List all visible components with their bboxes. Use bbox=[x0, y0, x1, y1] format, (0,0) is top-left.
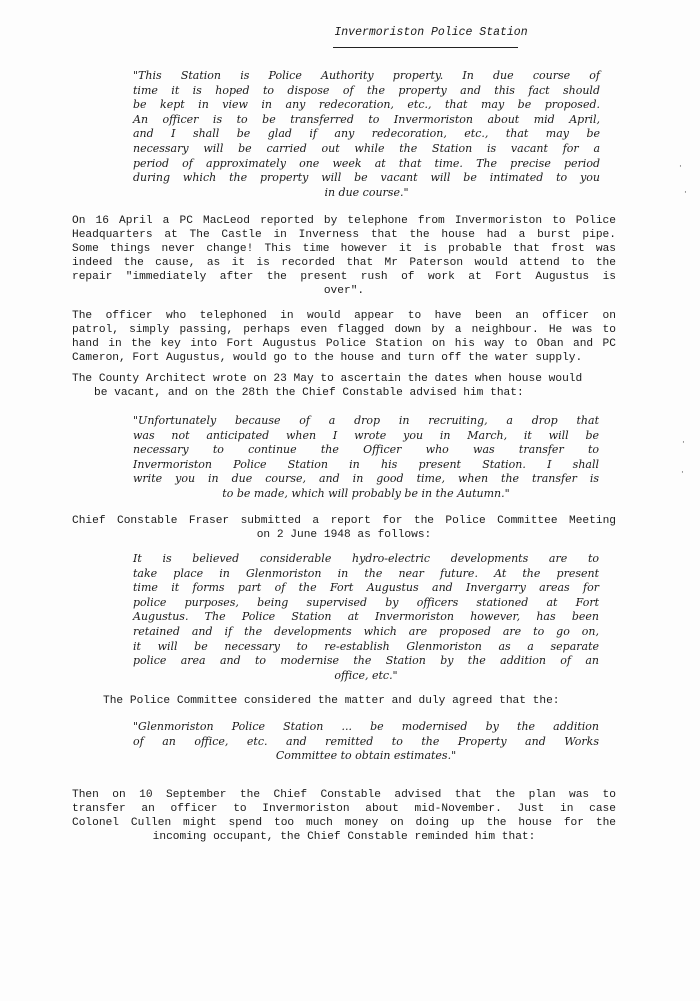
quote-line: necessary will be carried out while the Station is vacant for a bbox=[133, 141, 600, 155]
quote-line: "Unfortunately because of a drop in recruiting, a drop that bbox=[133, 414, 599, 427]
quote-line: write you in due course, and in good time, when the transfer is bbox=[133, 472, 599, 486]
quote-line: in due course." bbox=[324, 185, 409, 199]
quote-block-modernised bbox=[133, 720, 599, 764]
paragraph-line: incoming occupant, the Chief Constable reminded him that: bbox=[152, 831, 536, 844]
quote-line: it will be necessary to re-establish Glenmoriston as a separate bbox=[133, 639, 599, 653]
paragraph-line: The officer who telephoned in would appear to have been an officer on bbox=[72, 310, 616, 322]
quote-line: be kept in view in any redecoration, etc., that may be proposed. bbox=[133, 98, 600, 112]
paragraph-county-architect bbox=[72, 372, 616, 400]
paragraph-committee-agreed bbox=[103, 694, 583, 708]
scan-speck: · bbox=[681, 468, 684, 478]
paragraph-line: over". bbox=[323, 285, 365, 298]
quote-line: take place in Glenmoriston in the near future. At the present bbox=[133, 566, 599, 580]
paragraph-chief-constable-report bbox=[72, 514, 616, 542]
quote-line: Committee to obtain estimates." bbox=[275, 749, 457, 763]
paragraph-line: indeed the cause, as it is recorded that Mr Paterson would attend to the bbox=[72, 257, 616, 270]
header-underline bbox=[333, 47, 518, 48]
scan-speck: · bbox=[684, 188, 687, 198]
page-header-title: Invermoriston Police Station bbox=[334, 26, 528, 39]
quote-line: police purposes, being supervised by officers stationed at Fort bbox=[133, 595, 599, 609]
paragraph-line: Colonel Cullen might spend too much money on doing up the house for the bbox=[72, 817, 616, 830]
quote-line: during which the property will be vacant will be intimated to you bbox=[133, 171, 600, 185]
paragraph-line: patrol, simply passing, perhaps even flagged down by a neighbour. He was to bbox=[72, 324, 616, 337]
quote-line: police area and to modernise the Station by the addition of an bbox=[133, 654, 599, 668]
quote-line: Augustus. The Police Station at Invermoriston however, has been bbox=[133, 610, 599, 624]
paragraph-line: Cameron, Fort Augustus, would go to the house and turn off the water supply. bbox=[72, 352, 583, 365]
quote-block-recruiting bbox=[133, 414, 599, 502]
paragraph-line: on 2 June 1948 as follows: bbox=[256, 529, 432, 542]
quote-line: necessary to continue the Officer who was transfer to bbox=[133, 443, 599, 457]
quote-line: It is believed considerable hydro-electric developments are to bbox=[133, 552, 599, 565]
scan-speck: · bbox=[682, 438, 685, 448]
paragraph-line: hand in the key into Fort Augustus Police Station on his way to Oban and PC bbox=[72, 338, 616, 351]
paragraph-officer-patrol bbox=[72, 309, 616, 365]
quote-line: "This Station is Police Authority property. In due course of bbox=[133, 69, 600, 82]
quote-block-hydro-electric bbox=[133, 552, 599, 683]
quote-block-station-property bbox=[133, 69, 600, 200]
paragraph-line: Then on 10 September the Chief Constable advised that the plan was to bbox=[72, 789, 616, 801]
quote-line: "Glenmoriston Police Station ... be modernised by the addition bbox=[133, 720, 599, 733]
paragraph-line: transfer an officer to Invermoriston about mid-November. Just in case bbox=[72, 803, 616, 816]
paragraph-burst-pipe bbox=[72, 214, 616, 299]
paragraph-line: The County Architect wrote on 23 May to ascertain the dates when house would bbox=[72, 373, 583, 385]
quote-line: and I shall be glad if any redecoration, etc., that may be bbox=[133, 127, 600, 141]
paragraph-line: be vacant, and on the 28th the Chief Constable advised him that: bbox=[94, 387, 524, 400]
paragraph-line: Headquarters at The Castle in Inverness that the house had a burst pipe. bbox=[72, 229, 616, 242]
quote-line: Invermoriston Police Station in his present Station. I shall bbox=[133, 457, 599, 471]
quote-line: period of approximately one week at that time. The precise period bbox=[133, 156, 600, 170]
paragraph-line: repair "immediately after the present rush of work at Fort Augustus is bbox=[72, 271, 616, 284]
quote-line: was not anticipated when I wrote you in March, it will be bbox=[133, 428, 599, 442]
quote-line: time it is hoped to dispose of the property and this fact should bbox=[133, 83, 600, 97]
quote-line: to be made, which will probably be in the Autumn." bbox=[222, 486, 510, 500]
paragraph-line: Some things never change! This time however it is probable that frost was bbox=[72, 243, 616, 256]
quote-line: retained and if the developments which are proposed are to go on, bbox=[133, 624, 599, 638]
paragraph-line: On 16 April a PC MacLeod reported by telephone from Invermoriston to Police bbox=[72, 215, 616, 227]
quote-line: office, etc." bbox=[334, 668, 398, 682]
quote-line: time it forms part of the Fort Augustus and Invergarry areas for bbox=[133, 581, 599, 595]
scan-speck: · bbox=[679, 162, 682, 172]
paragraph-line: The Police Committee considered the matter and duly agreed that the: bbox=[103, 695, 560, 707]
paragraph-september-transfer bbox=[72, 788, 616, 844]
quote-line: of an office, etc. and remitted to the Property and Works bbox=[133, 734, 599, 748]
paragraph-line: Chief Constable Fraser submitted a report for the Police Committee Meeting bbox=[72, 515, 616, 527]
quote-line: An officer is to be transferred to Invermoriston about mid April, bbox=[133, 112, 600, 126]
